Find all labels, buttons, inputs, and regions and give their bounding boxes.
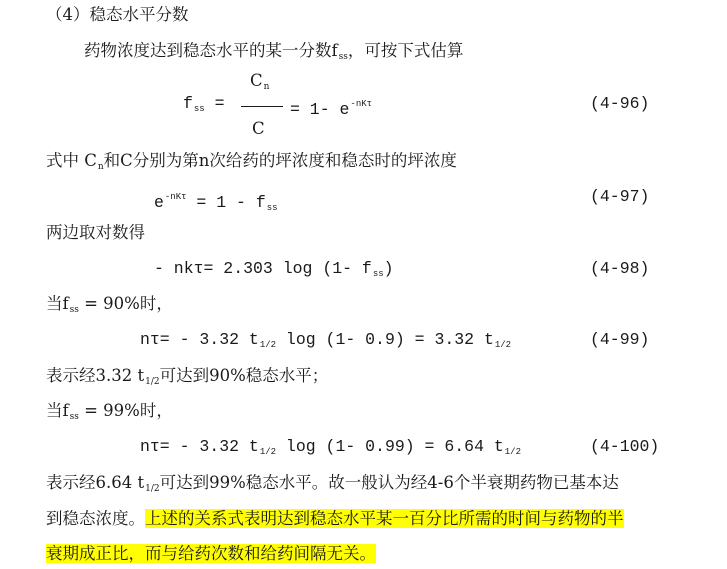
case-99-text: 当$f_{ss} = 99\%$时， (46, 401, 173, 422)
eq98: - nkτ= 2.303 log (1- $f_{ss}$) (154, 259, 394, 279)
eq96-number: (4-96) (590, 94, 650, 113)
eq97-number: (4-97) (590, 187, 650, 206)
conclusion-line-2 (46, 543, 376, 565)
means-99-text: 表示经6.64 $t_{1/2}$可达到99%稳态水平。故一般认为经4-6个半衰期药物已基本达 (46, 473, 619, 494)
case-90-text: 当$f_{ss} = 90\%$时， (46, 294, 173, 315)
where-text: 式中 $C_n$和C分别为第n次给药的坪浓度和稳态时的坪浓度 (46, 151, 457, 172)
eq96-lhs: $f_{ss}$ = (183, 94, 225, 114)
eq97: $e^{-nK\tau} = 1 - f_{ss}$ (154, 192, 278, 213)
section-heading: （4）稳态水平分数 (46, 5, 189, 24)
highlighted-text: 上述的关系式表明达到稳态水平某一百分比所需的时间与药物的半 (145, 509, 624, 528)
highlighted-text: 衰期成正比，而与给药次数和给药间隔无关。 (46, 544, 376, 563)
eq100: nτ= - 3.32 $t_{1/2}$ log (1- 0.99) = 6.64 $t_{1/2}$ (140, 437, 521, 457)
eq99-number: (4-99) (590, 330, 650, 349)
eq96-rhs: = 1- $e^{-nK\tau}$ (290, 99, 373, 119)
log-text: 两边取对数得 (46, 223, 145, 242)
eq100-number: (4-100) (590, 437, 660, 456)
intro-text: 药物浓度达到稳态水平的某一分数$f_{ss}$，可按下式估算 (84, 41, 464, 62)
conclusion-line-1: 到稳态浓度。上述的关系式表明达到稳态水平某一百分比所需的时间与药物的半 (46, 509, 624, 528)
means-90-text: 表示经3.32 $t_{1/2}$可达到90%稳态水平； (46, 366, 329, 387)
eq98-number: (4-98) (590, 259, 650, 278)
eq96-numerator: $C_n$ (250, 71, 270, 92)
fraction-bar (241, 106, 283, 107)
eq99: nτ= - 3.32 $t_{1/2}$ log (1- 0.9) = 3.32 $t_{1/2}$ (140, 330, 512, 350)
eq96-denominator: C (252, 119, 265, 138)
